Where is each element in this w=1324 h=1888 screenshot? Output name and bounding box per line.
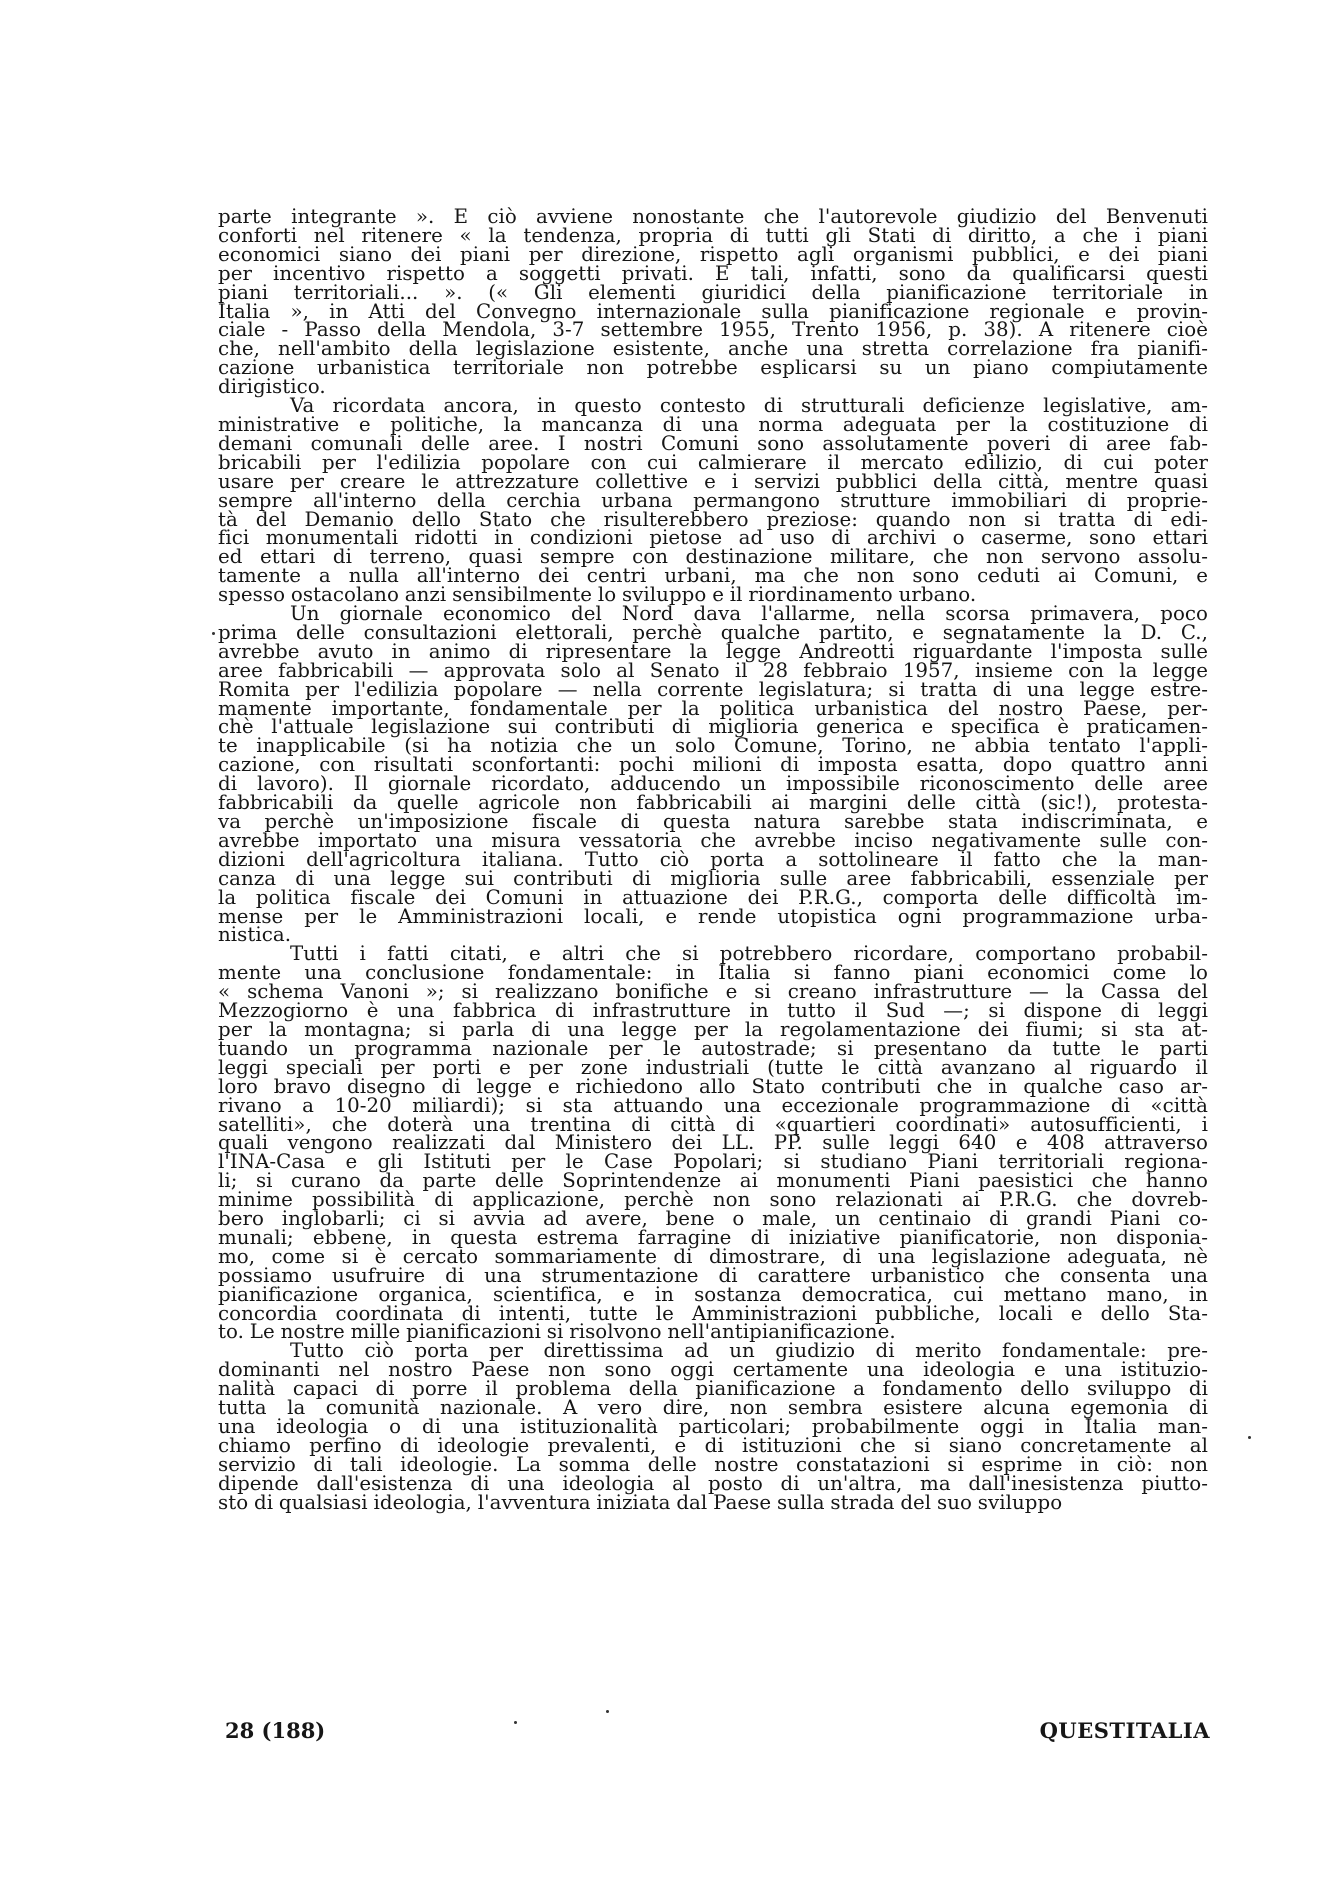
text-line: una ideologia o di una istituzionalità particolari; probabilmente oggi in Italia man- — [218, 1415, 1208, 1438]
text-line: te inapplicabile (si ha notizia che un solo Comune, Torino, ne abbia tentato l'appli- — [218, 734, 1208, 758]
text-line: mente una conclusione fondamentale: in Italia si fanno piani economici come lo — [218, 961, 1208, 985]
text-line: ministrative e politiche, la mancanza di una norma adeguata per la costituzione di — [218, 412, 1208, 436]
text-line: spesso ostacolano anzi sensibilmente lo sviluppo e il riordinamento urbano. — [218, 583, 977, 607]
text-line: chiamo perfino di ideologie prevalenti, e di istituzioni che si siano concretamente al — [218, 1433, 1208, 1457]
text-line: pianificazione organica, scientifica, e in sostanza democratica, cui mettano mano, in — [218, 1282, 1208, 1306]
text-line: dirigistico. — [218, 375, 326, 399]
paragraph — [218, 1339, 1208, 1514]
text-line: cazione urbanistica territoriale non potrebbe esplicarsi su un piano compiutamente — [218, 356, 1208, 380]
text-line: quali vengono realizzati dal Ministero dei LL. PP. sulle leggi 640 e 408 attraverso — [218, 1131, 1208, 1155]
text-line: demani comunali delle aree. I nostri Comuni sono assolutamente poveri di aree fab- — [218, 431, 1208, 455]
text-line: Tutti i fatti citati, e altri che si potrebbero ricordare, comportano probabil- — [290, 942, 1208, 966]
text-line: Mezzogiorno è una fabbrica di infrastrutture in tutto il Sud —; si dispone di leggi — [218, 999, 1208, 1023]
text-line: munali; ebbene, in questa estrema farragine di iniziative pianificatorie, non disponia- — [218, 1225, 1208, 1249]
text-line: prima delle consultazioni elettorali, perchè qualche partito, e segnatamente la D. C., — [218, 620, 1208, 644]
paragraph — [218, 205, 1208, 399]
text-line: per la montagna; si parla di una legge per la regolamentazione dei fiumi; si sta at- — [218, 1017, 1208, 1041]
scan-speck — [1248, 1436, 1251, 1439]
text-line: ed ettari di terreno, quasi sempre con destinazione militare, che non servono assolu- — [218, 545, 1208, 569]
text-line: Tutto ciò porta per direttissima ad un giudizio di merito fondamentale: pre- — [290, 1339, 1208, 1363]
text-line: chè l'attuale legislazione sui contributi di miglioria generica e specifica è praticamen- — [218, 715, 1208, 739]
text-line: dipende dall'esistenza di una ideologia al posto di un'altra, ma dall'inesistenza piutto- — [218, 1471, 1208, 1495]
paragraph — [218, 942, 1208, 1344]
text-line: sto di qualsiasi ideologia, l'avventura iniziata dal Paese sulla strada del suo sviluppo — [218, 1490, 1063, 1514]
text-line: canza di una legge sui contributi di miglioria sulle aree fabbricabili, essenziale per — [218, 866, 1208, 890]
text-line: to. Le nostre mille pianificazioni si risolvono nell'antipianificazione. — [218, 1320, 896, 1344]
text-line: Italia », in Atti del Convegno internazionale sulla pianificazione regionale e provin- — [218, 299, 1208, 323]
text-line: fici monumentali ridotti in condizioni pietose ad uso di archivi o caserme, sono ettari — [218, 526, 1208, 550]
text-line: servizio di tali ideologie. La somma delle nostre constatazioni si esprime in ciò: non — [218, 1452, 1208, 1476]
text-line: parte integrante ». E ciò avviene nonostante che l'autorevole giudizio del Benvenuti — [218, 205, 1208, 228]
text-line: tamente a nulla all'interno dei centri urbani, ma che non sono ceduti ai Comuni, e — [218, 564, 1208, 588]
text-line: bricabili per l'edilizia popolare con cui calmierare il mercato edilizio, di cui poter — [218, 450, 1208, 474]
text-line: tuando un programma nazionale per le autostrade; si presentano da tutte le parti — [218, 1036, 1208, 1060]
text-line: possiamo usufruire di una strumentazione di carattere urbanistico che consenta una — [218, 1263, 1208, 1287]
text-line: la politica fiscale dei Comuni in attuazione dei P.R.G., comporta delle difficoltà im- — [218, 885, 1208, 909]
text-line: per incentivo rispetto a soggetti privati. E tali, infatti, sono da qualificarsi questi — [218, 261, 1208, 285]
text-line: Un giornale economico del Nord dava l'allarme, nella scorsa primavera, poco — [290, 602, 1208, 626]
text-line: bero inglobarli; ci si avvia ad avere, bene o male, un centinaio di grandi Piani co- — [218, 1207, 1208, 1231]
text-line: aree fabbricabili — approvata solo al Senato il 28 febbraio 1957, insieme con la legge — [218, 658, 1208, 682]
text-line: piani territoriali... ». (« Gli elementi giuridici della pianificazione territoriale in — [218, 280, 1208, 304]
text-line: tutta la comunità nazionale. A vero dire, non sembra esistere alcuna egemonia di — [218, 1396, 1208, 1420]
text-line: cazione, con risultati sconfortanti: pochi milioni di imposta esatta, dopo quattro anni — [218, 753, 1208, 777]
text-line: loro bravo disegno di legge e richiedono allo Stato contributi che in qualche caso ar- — [218, 1074, 1208, 1098]
text-line: va perchè un'imposizione fiscale di questa natura sarebbe stata indiscriminata, e — [218, 810, 1208, 833]
text-line: l'INA-Casa e gli Istituti per le Case Popolari; si studiano Piani territoriali regiona- — [218, 1150, 1208, 1174]
scan-speck — [606, 1710, 609, 1713]
text-line: che, nell'ambito della legislazione esistente, anche una stretta correlazione fra pianifi- — [218, 337, 1208, 361]
paragraph — [218, 394, 1208, 607]
text-line: tà del Demanio dello Stato che risulterebbero preziose: quando non si tratta di edi- — [218, 507, 1208, 531]
text-line: nalità capaci di porre il problema della pianificazione a fondamento dello sviluppo di — [218, 1377, 1208, 1401]
text-line: di lavoro). Il giornale ricordato, adducendo un impossibile riconoscimento delle aree — [218, 772, 1208, 796]
text-line: Va ricordata ancora, in questo contesto di strutturali deficienze legislative, am- — [290, 394, 1208, 418]
scan-speck — [514, 1721, 517, 1724]
paragraph — [218, 602, 1208, 947]
text-line: economici siano dei piani per direzione, rispetto agli organismi pubblici, e dei piani — [218, 242, 1208, 266]
text-line: avrebbe importato una misura vessatoria che avrebbe inciso negativamente sulle con- — [218, 828, 1208, 852]
text-line: sempre all'interno della cerchia urbana permangono strutture immobiliari di proprie- — [218, 488, 1208, 512]
text-line: mense per le Amministrazioni locali, e rende utopistica ogni programmazione urba- — [218, 904, 1208, 928]
text-line: dizioni dell'agricoltura italiana. Tutto ciò porta a sottolineare il fatto che la man- — [218, 847, 1208, 871]
text-line: ciale - Passo della Mendola, 3-7 settembre 1955, Trento 1956, p. 38). A ritenere cioè — [218, 318, 1208, 342]
article-body — [218, 205, 1208, 1514]
text-line: avrebbe avuto in animo di ripresentare la legge Andreotti riguardante l'imposta sulle — [218, 639, 1208, 663]
journal-name: QUESTITALIA — [1039, 1718, 1210, 1743]
text-line: Romita per l'edilizia popolare — nella corrente legislatura; si tratta di una legge estre- — [218, 677, 1208, 701]
text-line: « schema Vanoni »; si realizzano bonifiche e si creano infrastrutture — la Cassa del — [218, 980, 1208, 1004]
text-line: leggi speciali per porti e per zone industriali (tutte le città avanzano al riguardo il — [218, 1055, 1208, 1079]
text-line: dominanti nel nostro Paese non sono oggi certamente una ideologia e una istituzio- — [218, 1358, 1208, 1382]
text-line: concordia coordinata di intenti, tutte le Amministrazioni pubbliche, locali e dello Sta- — [218, 1301, 1208, 1325]
text-line: fabbricabili da quelle agricole non fabbricabili ai margini delle città (sic!), protesta- — [218, 791, 1208, 815]
text-line: minime possibilità di applicazione, perchè non sono relazionati ai P.R.G. che dovreb- — [218, 1188, 1208, 1212]
text-line: rivano a 10-20 miliardi); si sta attuando una eccezionale programmazione di «città — [218, 1093, 1208, 1117]
scan-speck — [212, 632, 215, 635]
text-line: satelliti», che doterà una trentina di città di «quartieri coordinati» autosufficienti, i — [218, 1112, 1208, 1136]
text-line: usare per creare le attrezzature collettive e i servizi pubblici della città, mentre quasi — [218, 469, 1208, 493]
text-line: li; si curano da parte delle Soprintendenze ai monumenti Piani paesistici che hanno — [218, 1169, 1208, 1193]
text-line: conforti nel ritenere « la tendenza, propria di tutti gli Stati di diritto, a che i piani — [218, 223, 1208, 247]
text-line: mo, come si è cercato sommariamente di dimostrare, di una legislazione adeguata, nè — [218, 1244, 1208, 1268]
text-line: mamente importante, fondamentale per la politica urbanistica del nostro Paese, per- — [218, 696, 1208, 720]
text-line: nistica. — [218, 923, 292, 947]
page-number: 28 (188) — [225, 1718, 326, 1743]
